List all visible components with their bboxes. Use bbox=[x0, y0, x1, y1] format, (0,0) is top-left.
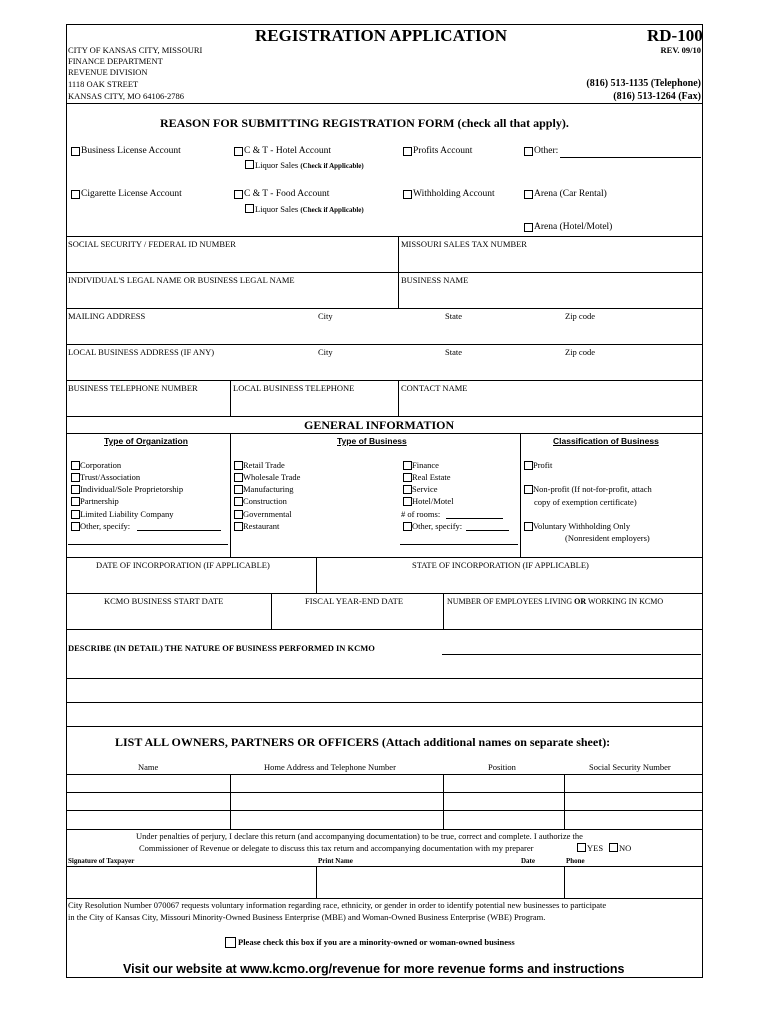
type-label: Real Estate bbox=[412, 472, 451, 482]
class-heading: Classification of Business bbox=[553, 436, 659, 446]
wholesale-checkbox[interactable] bbox=[234, 473, 243, 482]
withholding-checkbox[interactable] bbox=[403, 190, 412, 199]
type-label: Restaurant bbox=[243, 521, 280, 531]
address-line-1: CITY OF KANSAS CITY, MISSOURI bbox=[68, 45, 203, 55]
describe-row[interactable] bbox=[66, 678, 703, 679]
org-heading: Type of Organization bbox=[104, 436, 188, 446]
org-other-line-2[interactable] bbox=[68, 544, 228, 545]
other-line[interactable] bbox=[560, 157, 701, 158]
cigarette-checkbox[interactable] bbox=[71, 190, 80, 199]
employees-label: NUMBER OF EMPLOYEES LIVING OR WORKING IN KCMO bbox=[447, 597, 664, 606]
type-other-checkbox[interactable] bbox=[403, 522, 412, 531]
type-label: Governmental bbox=[243, 509, 292, 519]
bus-phone-label: BUSINESS TELEPHONE NUMBER bbox=[68, 383, 198, 393]
liquor-hotel-label: Liquor Sales (Check if Applicable) bbox=[255, 160, 364, 170]
org-other-line[interactable] bbox=[137, 530, 221, 531]
type-other-line[interactable] bbox=[466, 530, 509, 531]
divider bbox=[66, 898, 703, 899]
start-date-label: KCMO BUSINESS START DATE bbox=[104, 596, 224, 606]
other-label: Other: bbox=[534, 146, 559, 156]
divider bbox=[66, 433, 703, 434]
construction-checkbox[interactable] bbox=[234, 497, 243, 506]
org-label: Partnership bbox=[80, 496, 119, 506]
mailing-city-label: City bbox=[318, 311, 333, 321]
trust-checkbox[interactable] bbox=[71, 473, 80, 482]
resolution-line-2: in the City of Kansas City, Missouri Minority-Owned Business Enterprise (MBE) and Woman-Owned Business Enterprise (WBE) Program. bbox=[68, 912, 546, 922]
divider bbox=[66, 726, 703, 727]
preparer-no-checkbox[interactable] bbox=[609, 843, 618, 852]
divider bbox=[398, 272, 399, 308]
type-label: Finance bbox=[412, 460, 439, 470]
arena-car-label: Arena (Car Rental) bbox=[534, 189, 607, 199]
divider bbox=[230, 774, 231, 829]
llc-checkbox[interactable] bbox=[71, 510, 80, 519]
preparer-yes-checkbox[interactable] bbox=[577, 843, 586, 852]
divider bbox=[564, 866, 565, 898]
divider bbox=[271, 593, 272, 629]
partnership-checkbox[interactable] bbox=[71, 497, 80, 506]
rooms-label: # of rooms: bbox=[401, 509, 441, 519]
ct-hotel-checkbox[interactable] bbox=[234, 147, 243, 156]
describe-row[interactable] bbox=[66, 702, 703, 703]
profits-label: Profits Account bbox=[413, 146, 473, 156]
form-title: REGISTRATION APPLICATION bbox=[255, 26, 508, 45]
divider bbox=[66, 557, 703, 558]
divider bbox=[66, 308, 703, 309]
fiscal-label: FISCAL YEAR-END DATE bbox=[305, 596, 404, 606]
divider bbox=[520, 433, 521, 557]
withholding-label: Withholding Account bbox=[413, 189, 495, 199]
type-label: Retail Trade bbox=[243, 460, 285, 470]
mailing-label: MAILING ADDRESS bbox=[68, 311, 146, 321]
owners-position-header: Position bbox=[488, 762, 516, 772]
business-license-checkbox[interactable] bbox=[71, 147, 80, 156]
org-label: Corporation bbox=[80, 460, 122, 470]
ssn-label: SOCIAL SECURITY / FEDERAL ID NUMBER bbox=[68, 239, 236, 249]
divider bbox=[443, 774, 444, 829]
mo-tax-label: MISSOURI SALES TAX NUMBER bbox=[401, 239, 527, 249]
address-line-2: FINANCE DEPARTMENT bbox=[68, 56, 163, 66]
revision: REV. 09/10 bbox=[660, 45, 701, 55]
type-label: Manufacturing bbox=[243, 484, 294, 494]
restaurant-checkbox[interactable] bbox=[234, 522, 243, 531]
table-row[interactable] bbox=[66, 810, 703, 811]
divider bbox=[316, 557, 317, 593]
divider bbox=[564, 774, 565, 829]
ct-food-label: C & T - Food Account bbox=[244, 189, 330, 199]
profit-checkbox[interactable] bbox=[524, 461, 533, 470]
phone-label: Phone bbox=[566, 857, 585, 865]
type-heading: Type of Business bbox=[337, 436, 407, 446]
profit-label: Profit bbox=[533, 460, 553, 470]
owners-ssn-header: Social Security Number bbox=[589, 762, 671, 772]
divider bbox=[66, 380, 703, 381]
nonresident-label: (Nonresident employers) bbox=[565, 533, 650, 543]
divider bbox=[66, 593, 703, 594]
signature-label: Signature of Taxpayer bbox=[68, 857, 135, 865]
local-zip-label: Zip code bbox=[565, 347, 595, 357]
corporation-checkbox[interactable] bbox=[71, 461, 80, 470]
divider bbox=[443, 593, 444, 629]
date-label: Date bbox=[521, 857, 535, 865]
mailing-state-label: State bbox=[445, 311, 462, 321]
arena-hotel-label: Arena (Hotel/Motel) bbox=[534, 222, 613, 232]
sole-prop-checkbox[interactable] bbox=[71, 485, 80, 494]
nonprofit-checkbox[interactable] bbox=[524, 485, 533, 494]
org-other-checkbox[interactable] bbox=[71, 522, 80, 531]
resolution-line-1: City Resolution Number 070067 requests voluntary information regarding race, ethnicity, or gender in order to identify potential new businesses to participate bbox=[68, 900, 607, 910]
arena-car-checkbox[interactable] bbox=[524, 190, 533, 199]
contact-label: CONTACT NAME bbox=[401, 383, 468, 393]
perjury-line-2: Commissioner of Revenue or delegate to discuss this tax return and accompanying documentation with my preparer bbox=[139, 843, 534, 853]
divider bbox=[66, 416, 703, 417]
local-city-label: City bbox=[318, 347, 333, 357]
voluntary-label: Voluntary Withholding Only bbox=[533, 521, 631, 531]
form-number: RD-100 bbox=[647, 26, 703, 45]
type-other-label: Other, specify: bbox=[412, 521, 463, 531]
business-license-label: Business License Account bbox=[81, 146, 181, 156]
finance-checkbox[interactable] bbox=[403, 461, 412, 470]
governmental-checkbox[interactable] bbox=[234, 510, 243, 519]
ct-hotel-label: C & T - Hotel Account bbox=[244, 146, 331, 156]
cigarette-label: Cigarette License Account bbox=[81, 189, 182, 199]
table-row[interactable] bbox=[66, 829, 703, 830]
local-address-label: LOCAL BUSINESS ADDRESS (IF ANY) bbox=[68, 347, 215, 357]
address-line-4: 1118 OAK STREET bbox=[68, 79, 139, 89]
divider bbox=[66, 103, 703, 104]
divider bbox=[230, 433, 231, 557]
type-other-line-2[interactable] bbox=[400, 544, 518, 545]
arena-hotel-checkbox[interactable] bbox=[524, 223, 533, 232]
print-name-label: Print Name bbox=[318, 857, 353, 865]
org-label: Limited Liability Company bbox=[80, 509, 174, 519]
divider bbox=[66, 629, 703, 630]
org-label: Trust/Association bbox=[80, 472, 141, 482]
divider bbox=[316, 866, 317, 898]
website-notice: Visit our website at www.kcmo.org/revenue for more revenue forms and instructions bbox=[123, 962, 625, 976]
liquor-hotel-checkbox[interactable] bbox=[245, 160, 254, 169]
perjury-line-1: Under penalties of perjury, I declare this return (and accompanying documentation) to be true, correct and complete. I authorize the bbox=[136, 831, 583, 841]
reason-heading: REASON FOR SUBMITTING REGISTRATION FORM (check all that apply). bbox=[160, 116, 569, 130]
address-line-5: KANSAS CITY, MO 64106-2786 bbox=[68, 91, 185, 101]
other-checkbox[interactable] bbox=[524, 147, 533, 156]
owners-heading: LIST ALL OWNERS, PARTNERS OR OFFICERS (Attach additional names on separate sheet): bbox=[115, 735, 611, 749]
fax: (816) 513-1264 (Fax) bbox=[613, 91, 701, 102]
hotel-checkbox[interactable] bbox=[403, 497, 412, 506]
service-checkbox[interactable] bbox=[403, 485, 412, 494]
manufacturing-checkbox[interactable] bbox=[234, 485, 243, 494]
divider bbox=[66, 344, 703, 345]
minority-label: Please check this box if you are a minority-owned or woman-owned business bbox=[238, 937, 515, 947]
describe-label: DESCRIBE (IN DETAIL) THE NATURE OF BUSINESS PERFORMED IN KCMO bbox=[68, 643, 375, 653]
liquor-food-checkbox[interactable] bbox=[245, 204, 254, 213]
owners-name-header: Name bbox=[138, 762, 159, 772]
minority-checkbox[interactable] bbox=[225, 937, 236, 948]
table-row[interactable] bbox=[66, 792, 703, 793]
preparer-yes-label: YES bbox=[587, 843, 604, 853]
legal-name-label: INDIVIDUAL'S LEGAL NAME OR BUSINESS LEGAL NAME bbox=[68, 275, 295, 285]
type-label: Construction bbox=[243, 496, 287, 506]
divider bbox=[398, 380, 399, 416]
rooms-line[interactable] bbox=[446, 518, 503, 519]
incorp-state-label: STATE OF INCORPORATION (IF APPLICABLE) bbox=[412, 560, 589, 570]
local-state-label: State bbox=[445, 347, 462, 357]
signature-row[interactable] bbox=[66, 866, 703, 867]
address-line-3: REVENUE DIVISION bbox=[68, 67, 148, 77]
local-phone-label: LOCAL BUSINESS TELEPHONE bbox=[233, 383, 355, 393]
divider bbox=[66, 272, 703, 273]
type-label: Wholesale Trade bbox=[243, 472, 301, 482]
profits-checkbox[interactable] bbox=[403, 147, 412, 156]
preparer-no-label: NO bbox=[619, 843, 632, 853]
type-label: Hotel/Motel bbox=[412, 496, 454, 506]
business-name-label: BUSINESS NAME bbox=[401, 275, 469, 285]
real-estate-checkbox[interactable] bbox=[403, 473, 412, 482]
general-heading: GENERAL INFORMATION bbox=[304, 418, 455, 432]
describe-line[interactable] bbox=[442, 654, 701, 655]
liquor-food-label: Liquor Sales (Check if Applicable) bbox=[255, 204, 364, 214]
divider bbox=[66, 236, 703, 237]
mailing-zip-label: Zip code bbox=[565, 311, 595, 321]
voluntary-checkbox[interactable] bbox=[524, 522, 533, 531]
owners-home-header: Home Address and Telephone Number bbox=[264, 762, 396, 772]
incorp-date-label: DATE OF INCORPORATION (IF APPLICABLE) bbox=[96, 560, 270, 570]
table-row bbox=[66, 774, 703, 775]
telephone: (816) 513-1135 (Telephone) bbox=[586, 78, 701, 89]
nonprofit-label: Non-profit (If not-for-profit, attach bbox=[533, 484, 652, 494]
retail-checkbox[interactable] bbox=[234, 461, 243, 470]
ct-food-checkbox[interactable] bbox=[234, 190, 243, 199]
org-label: Individual/Sole Proprietorship bbox=[80, 484, 184, 494]
nonprofit-label-2: copy of exemption certificate) bbox=[534, 497, 637, 507]
type-label: Service bbox=[412, 484, 438, 494]
org-label: Other, specify: bbox=[80, 521, 131, 531]
divider bbox=[398, 236, 399, 272]
divider bbox=[230, 380, 231, 416]
